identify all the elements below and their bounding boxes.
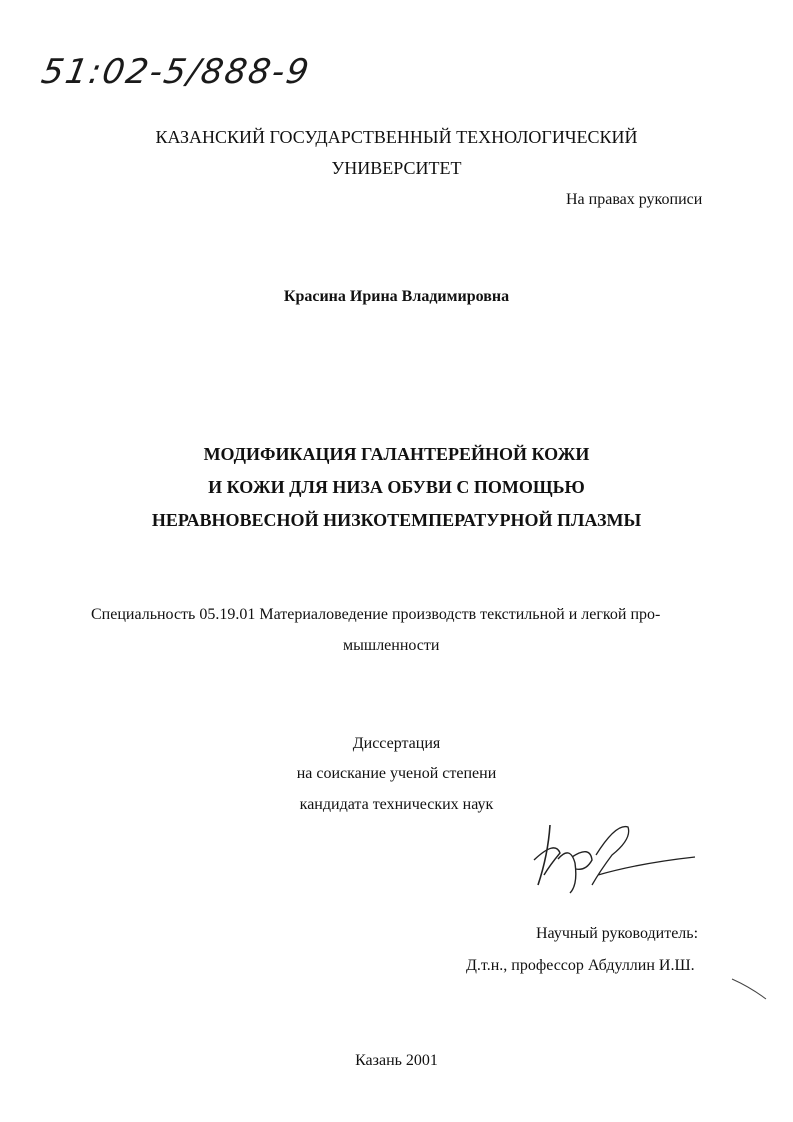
specialty-line-1: Специальность 05.19.01 Материаловедение производств текстильной и легкой про-	[91, 606, 661, 623]
footer-city-year: Казань 2001	[355, 1052, 438, 1069]
signature-mark	[520, 815, 700, 895]
institution-line-2: УНИВЕРСИТЕТ	[331, 158, 462, 178]
title-line-3: НЕРАВНОВЕСНОЙ НИЗКОТЕМПЕРАТУРНОЙ ПЛАЗМЫ	[151, 510, 642, 530]
specialty-line-2: мышленности	[343, 637, 440, 654]
pen-stroke-mark	[730, 975, 770, 1005]
title-line-1: МОДИФИКАЦИЯ ГАЛАНТЕРЕЙНОЙ КОЖИ	[203, 444, 590, 464]
author-name: Красина Ирина Владимировна	[283, 288, 510, 305]
degree-line-3: кандидата технических наук	[299, 796, 494, 813]
degree-line-2: на соискание ученой степени	[296, 765, 497, 782]
degree-line-1: Диссертация	[352, 735, 441, 752]
title-line-2: И КОЖИ ДЛЯ НИЗА ОБУВИ С ПОМОЩЬЮ	[208, 477, 585, 497]
institution-line-1: КАЗАНСКИЙ ГОСУДАРСТВЕННЫЙ ТЕХНОЛОГИЧЕСКИЙ	[155, 127, 638, 147]
supervisor-name: Д.т.н., профессор Абдуллин И.Ш.	[466, 957, 695, 974]
rights-note: На правах рукописи	[566, 191, 703, 208]
archive-code-handwritten: 51:02-5/888-9	[38, 52, 314, 92]
supervisor-label: Научный руководитель:	[536, 925, 699, 942]
